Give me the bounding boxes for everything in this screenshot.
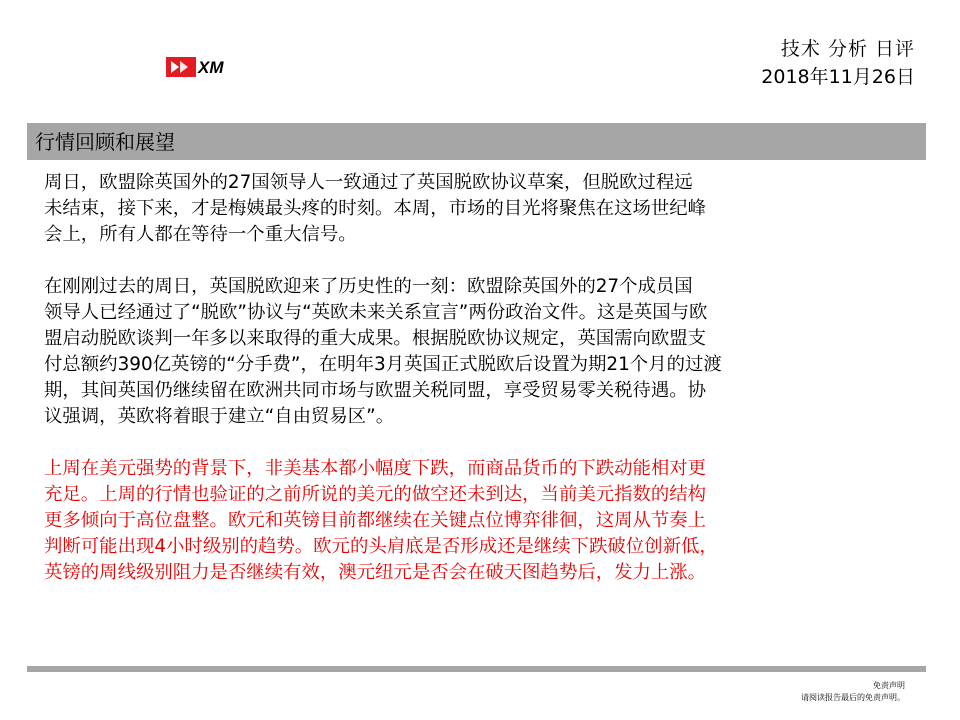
- xm-logo: [166, 54, 242, 80]
- text-line: 期，其间英国仍继续留在欧洲共同市场与欧盟关税同盟，享受贸易零关税待遇。协: [44, 380, 707, 401]
- text-line: 领导人已经通过了“脱欧”协议与“英欧未来关系宣言”两份政治文件。这是英国与欧: [44, 302, 708, 323]
- text-line: 盟启动脱欧谈判一年多以来取得的重大成果。根据脱欧协议规定，英国需向欧盟支: [44, 328, 707, 349]
- section-header: [27, 123, 926, 160]
- report-header: [761, 36, 915, 90]
- disclaimer-note: [801, 680, 905, 704]
- footer-divider: [27, 666, 926, 672]
- disclaimer-text: 请阅读报告最后的免责声明。: [801, 693, 905, 702]
- report-body: [44, 170, 914, 586]
- text-line: 充足。上周的行情也验证的之前所说的美元的做空还未到达，当前美元指数的结构: [44, 484, 707, 505]
- text-line: 付总额约390亿英镑的“分手费”，在明年3月英国正式脱欧后设置为期21个月的过渡: [44, 354, 722, 375]
- paragraph-2: [44, 274, 914, 430]
- text-line: 未结束，接下来，才是梅姨最头疼的时刻。本周，市场的目光将聚焦在这场世纪峰: [44, 198, 707, 219]
- report-date: 2018年11月26日: [761, 66, 915, 88]
- disclaimer-title: 免责声明: [873, 681, 905, 690]
- text-line: 周日，欧盟除英国外的27国领导人一致通过了英国脱欧协议草案，但脱欧过程远: [44, 172, 693, 193]
- text-line: 判断可能出现4小时级别的趋势。欧元的头肩底是否形成还是继续下跌破位创新低，: [44, 536, 718, 557]
- logo-text: XM: [198, 58, 224, 77]
- text-line: 在刚刚过去的周日，英国脱欧迎来了历史性的一刻：欧盟除英国外的27个成员国: [44, 276, 693, 297]
- text-line: 英镑的周线级别阻力是否继续有效，澳元纽元是否会在破天图趋势后，发力上涨。: [44, 562, 707, 583]
- section-title: 行情回顾和展望: [35, 130, 175, 154]
- paragraph-3-highlight: [44, 456, 914, 586]
- text-line: 更多倾向于高位盘整。欧元和英镑目前都继续在关键点位博弈徘徊，这周从节奏上: [44, 510, 707, 531]
- paragraph-1: [44, 170, 914, 248]
- report-title: 技术 分析 日评: [780, 38, 915, 60]
- text-line: 上周在美元强势的背景下，非美基本都小幅度下跌，而商品货币的下跌动能相对更: [44, 458, 707, 479]
- text-line: 议强调，英欧将着眼于建立“自由贸易区”。: [44, 406, 395, 427]
- text-line: 会上，所有人都在等待一个重大信号。: [44, 224, 357, 245]
